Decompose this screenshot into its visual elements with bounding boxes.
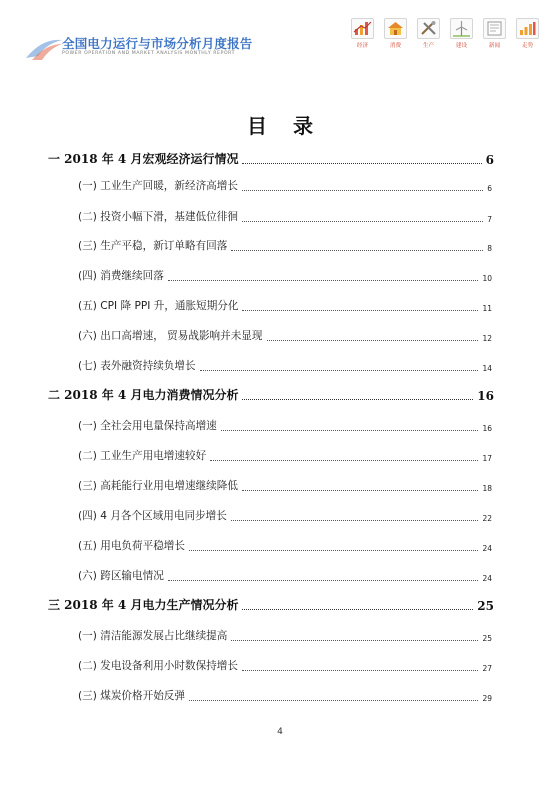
toc-entry-level2[interactable] bbox=[78, 298, 492, 313]
toc-entry-level2[interactable] bbox=[78, 448, 492, 463]
toc-entry-level1[interactable] bbox=[48, 386, 494, 403]
toc-page-number: 16 bbox=[477, 389, 494, 403]
economy-chart-icon[interactable] bbox=[351, 18, 374, 39]
toc-entry-text: (三) 煤炭价格开始反弹 bbox=[78, 690, 185, 702]
production-tools-icon[interactable] bbox=[417, 18, 440, 39]
toc-entry-level2[interactable] bbox=[78, 178, 492, 193]
toc-page-number: 11 bbox=[482, 304, 492, 313]
report-header bbox=[0, 0, 560, 70]
toc-entry-text: (二) 工业生产用电增速较好 bbox=[78, 450, 207, 462]
toc-entry-text: (六) 出口高增速， 贸易战影响并未显现 bbox=[78, 330, 263, 342]
toc-entry-level2[interactable] bbox=[78, 238, 492, 253]
dot-leader bbox=[242, 162, 481, 164]
toc-page-number: 27 bbox=[482, 664, 492, 673]
toc-entry-text: (五) 用电负荷平稳增长 bbox=[78, 540, 185, 552]
toc-page-number: 6 bbox=[487, 184, 492, 193]
dot-leader bbox=[200, 369, 479, 371]
toc-page-number: 17 bbox=[482, 454, 492, 463]
dot-leader bbox=[189, 699, 478, 701]
nav-label-consumption: 消费 bbox=[389, 43, 402, 49]
page-number: 4 bbox=[277, 727, 283, 737]
dot-leader bbox=[242, 220, 483, 222]
news-document-icon[interactable] bbox=[483, 18, 506, 39]
nav-label-news: 新闻 bbox=[488, 43, 501, 49]
nav-item-news[interactable] bbox=[483, 18, 506, 49]
brand-swoosh-icon bbox=[24, 36, 64, 62]
header-nav bbox=[351, 18, 537, 62]
toc-page-number: 10 bbox=[482, 274, 492, 283]
dot-leader bbox=[210, 459, 478, 461]
toc-entry-text: 一 2018 年 4 月宏观经济运行情况 bbox=[48, 152, 239, 166]
toc-entry-text: (三) 生产平稳，新订单略有回落 bbox=[78, 240, 228, 252]
toc-entry-level1[interactable] bbox=[48, 596, 494, 613]
nav-label-construction: 建设 bbox=[455, 43, 468, 49]
toc-entry-text: (四) 消费继续回落 bbox=[78, 270, 164, 282]
dot-leader bbox=[267, 339, 479, 341]
toc-entry-level2[interactable] bbox=[78, 538, 492, 553]
toc-page-number: 8 bbox=[487, 244, 492, 253]
brand-title: 全国电力运行与市场分析月度报告 bbox=[62, 36, 253, 51]
dot-leader bbox=[242, 489, 479, 491]
toc-page-number: 29 bbox=[482, 694, 492, 703]
dot-leader bbox=[242, 608, 473, 610]
toc-entry-level2[interactable] bbox=[78, 209, 492, 224]
dot-leader bbox=[168, 579, 479, 581]
toc-entry-level2[interactable] bbox=[78, 268, 492, 283]
nav-label-economy: 经济 bbox=[356, 43, 369, 49]
toc-entry-level2[interactable] bbox=[78, 478, 492, 493]
trend-bar-chart-icon[interactable] bbox=[516, 18, 539, 39]
toc-entry-text: (一) 工业生产回暖，新经济高增长 bbox=[78, 180, 238, 192]
dot-leader bbox=[231, 639, 478, 641]
toc-entry-level2[interactable] bbox=[78, 358, 492, 373]
dot-leader bbox=[242, 398, 473, 400]
nav-item-construction[interactable] bbox=[450, 18, 473, 49]
toc-entry-text: (一) 全社会用电量保持高增速 bbox=[78, 420, 217, 432]
dot-leader bbox=[242, 189, 483, 191]
toc-page-number: 24 bbox=[482, 574, 492, 583]
toc-entry-text: (二) 发电设备利用小时数保持增长 bbox=[78, 660, 238, 672]
dot-leader bbox=[189, 549, 478, 551]
toc-page-number: 18 bbox=[482, 484, 492, 493]
toc-entry-text: (一) 清洁能源发展占比继续提高 bbox=[78, 630, 228, 642]
toc-entry-level2[interactable] bbox=[78, 688, 492, 703]
dot-leader bbox=[231, 519, 479, 521]
toc-title: 目录 bbox=[247, 114, 339, 138]
toc-page-number: 14 bbox=[482, 364, 492, 373]
dot-leader bbox=[242, 669, 479, 671]
toc-page-number: 16 bbox=[482, 424, 492, 433]
brand-subtitle: POWER OPERATION AND MARKET ANALYSIS MONTHLY REPORT bbox=[62, 51, 236, 56]
construction-wind-turbine-icon[interactable] bbox=[450, 18, 473, 39]
toc-page-number: 25 bbox=[482, 634, 492, 643]
toc-entry-level2[interactable] bbox=[78, 328, 492, 343]
toc-page-number: 7 bbox=[487, 215, 492, 224]
toc-page-number: 12 bbox=[482, 334, 492, 343]
toc-entry-level2[interactable] bbox=[78, 508, 492, 523]
nav-label-trend: 走势 bbox=[521, 43, 534, 49]
dot-leader bbox=[168, 279, 479, 281]
toc-entry-text: (七) 表外融资持续负增长 bbox=[78, 360, 196, 372]
dot-leader bbox=[231, 249, 483, 251]
toc-entry-level2[interactable] bbox=[78, 658, 492, 673]
nav-item-consumption[interactable] bbox=[384, 18, 407, 49]
nav-item-production[interactable] bbox=[417, 18, 440, 49]
toc-entry-text: (三) 高耗能行业用电增速继续降低 bbox=[78, 480, 238, 492]
toc-entry-level2[interactable] bbox=[78, 418, 492, 433]
toc-page-number: 25 bbox=[477, 599, 494, 613]
toc-entry-text: (二) 投资小幅下滑，基建低位徘徊 bbox=[78, 211, 238, 223]
toc-entry-text: (四) 4 月各个区域用电同步增长 bbox=[78, 510, 227, 522]
toc-page-number: 24 bbox=[482, 544, 492, 553]
toc-page-number: 6 bbox=[485, 153, 494, 167]
toc-entry-text: 二 2018 年 4 月电力消费情况分析 bbox=[48, 388, 239, 402]
toc-entry-text: (五) CPI 降 PPI 升，通胀短期分化 bbox=[78, 300, 239, 312]
nav-item-economy[interactable] bbox=[351, 18, 374, 49]
nav-item-trend[interactable] bbox=[516, 18, 539, 49]
consumption-house-icon[interactable] bbox=[384, 18, 407, 39]
toc-entry-level2[interactable] bbox=[78, 568, 492, 583]
dot-leader bbox=[221, 429, 479, 431]
nav-label-production: 生产 bbox=[422, 43, 435, 49]
toc-page-number: 22 bbox=[482, 514, 492, 523]
toc-entry-text: 三 2018 年 4 月电力生产情况分析 bbox=[48, 598, 239, 612]
toc-entry-text: (六) 跨区输电情况 bbox=[78, 570, 164, 582]
dot-leader bbox=[242, 309, 478, 311]
toc-entry-level2[interactable] bbox=[78, 628, 492, 643]
toc-entry-level1[interactable] bbox=[48, 150, 494, 167]
